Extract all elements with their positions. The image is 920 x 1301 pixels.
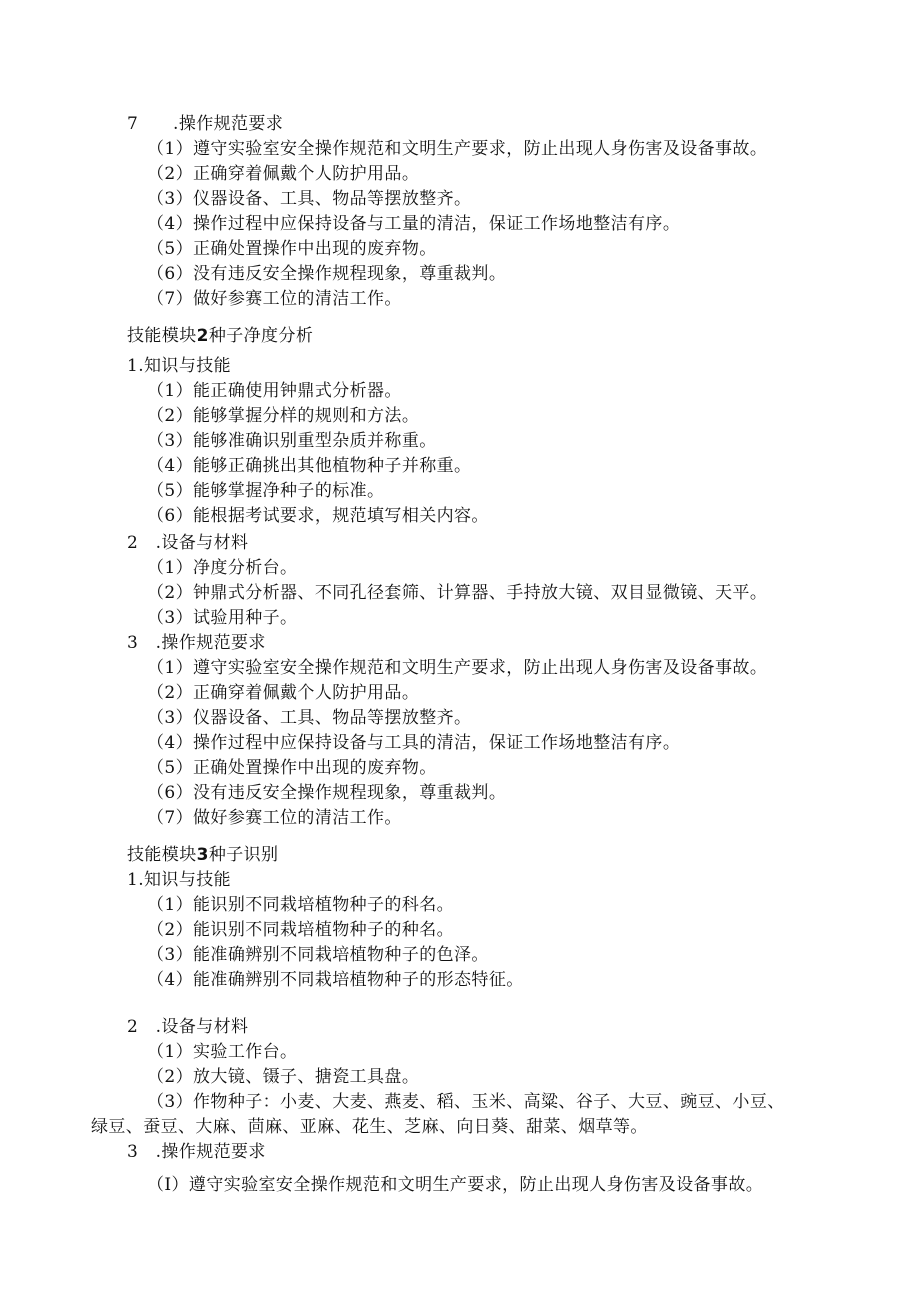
list-item: （7）做好参赛工位的清洁工作。	[147, 289, 402, 309]
list-item: （6）能根据考试要求，规范填写相关内容。	[147, 506, 489, 526]
section-heading-equipment: 2 .设备与材料	[127, 533, 249, 553]
list-item: （1）遵守实验室安全操作规范和文明生产要求，防止出现人身伤害及设备事故。	[147, 139, 768, 159]
list-item: （5）能够掌握净种子的标准。	[147, 481, 385, 501]
list-item: （3）仪器设备、工具、物品等摆放整齐。	[147, 189, 472, 209]
list-item: （1）能正确使用钟鼎式分析器。	[147, 381, 402, 401]
list-item: （6）没有违反安全操作规程现象，尊重裁判。	[147, 264, 507, 284]
list-item: （5）正确处置操作中出现的废弃物。	[147, 758, 437, 778]
section-heading-equipment: 2 .设备与材料	[127, 1017, 249, 1037]
list-item: （1）遵守实验室安全操作规范和文明生产要求，防止出现人身伤害及设备事故。	[147, 658, 768, 678]
module-title-suffix: 种子净度分析	[208, 326, 314, 346]
list-item: （2）正确穿着佩戴个人防护用品。	[147, 164, 420, 184]
module-title-suffix: 种子识别	[208, 845, 279, 865]
section-heading-operations: 3 .操作规范要求	[127, 633, 266, 653]
list-item: （I）遵守实验室安全操作规范和文明生产要求，防止出现人身伤害及设备事故。	[147, 1175, 764, 1195]
module-title-prefix: 技能模块	[127, 845, 197, 865]
list-item: （4）操作过程中应保持设备与工量的清洁，保证工作场地整洁有序。	[147, 214, 681, 234]
list-item: （2）放大镜、镊子、搪瓷工具盘。	[147, 1067, 420, 1087]
list-item: （1）能识别不同栽培植物种子的科名。	[147, 895, 455, 915]
list-item: （5）正确处置操作中出现的废弃物。	[147, 239, 437, 259]
list-item: （3）仪器设备、工具、物品等摆放整齐。	[147, 708, 472, 728]
list-item: （4）操作过程中应保持设备与工具的清洁，保证工作场地整洁有序。	[147, 733, 681, 753]
list-item: （2）能识别不同栽培植物种子的种名。	[147, 920, 455, 940]
module-title-prefix: 技能模块	[127, 326, 197, 346]
list-item: （2）能够掌握分样的规则和方法。	[147, 406, 420, 426]
list-item-continuation: 绿豆、蚕豆、大麻、茴麻、亚麻、花生、芝麻、向日葵、甜菜、烟草等。	[91, 1117, 648, 1137]
module-title	[127, 325, 313, 347]
module-title	[127, 844, 278, 866]
list-item: （4）能够正确挑出其他植物种子并称重。	[147, 456, 472, 476]
section-heading-operations: 3 .操作规范要求	[127, 1142, 266, 1162]
list-item: （2）正确穿着佩戴个人防护用品。	[147, 683, 420, 703]
section-heading-knowledge: 1.知识与技能	[127, 870, 232, 890]
list-item: （7）做好参赛工位的清洁工作。	[147, 808, 402, 828]
list-item: （4）能准确辨别不同栽培植物种子的形态特征。	[147, 970, 524, 990]
section-heading-knowledge: 1.知识与技能	[127, 356, 232, 376]
list-item: （3）试验用种子。	[147, 608, 298, 628]
module-title-number: 2	[196, 326, 209, 346]
list-item: （3）能够准确识别重型杂质并称重。	[147, 431, 437, 451]
list-item: （2）钟鼎式分析器、不同孔径套筛、计算器、手持放大镜、双目显微镜、天平。	[147, 583, 768, 603]
list-item: （1）实验工作台。	[147, 1042, 298, 1062]
list-item: （3）作物种子：小麦、大麦、燕麦、稻、玉米、高粱、谷子、大豆、豌豆、小豆、	[147, 1092, 785, 1112]
list-item: （1）净度分析台。	[147, 558, 298, 578]
list-item: （3）能准确辨别不同栽培植物种子的色泽。	[147, 945, 489, 965]
section-heading-operations: 7 .操作规范要求	[127, 114, 284, 134]
list-item: （6）没有违反安全操作规程现象，尊重裁判。	[147, 783, 507, 803]
module-title-number: 3	[196, 845, 209, 865]
